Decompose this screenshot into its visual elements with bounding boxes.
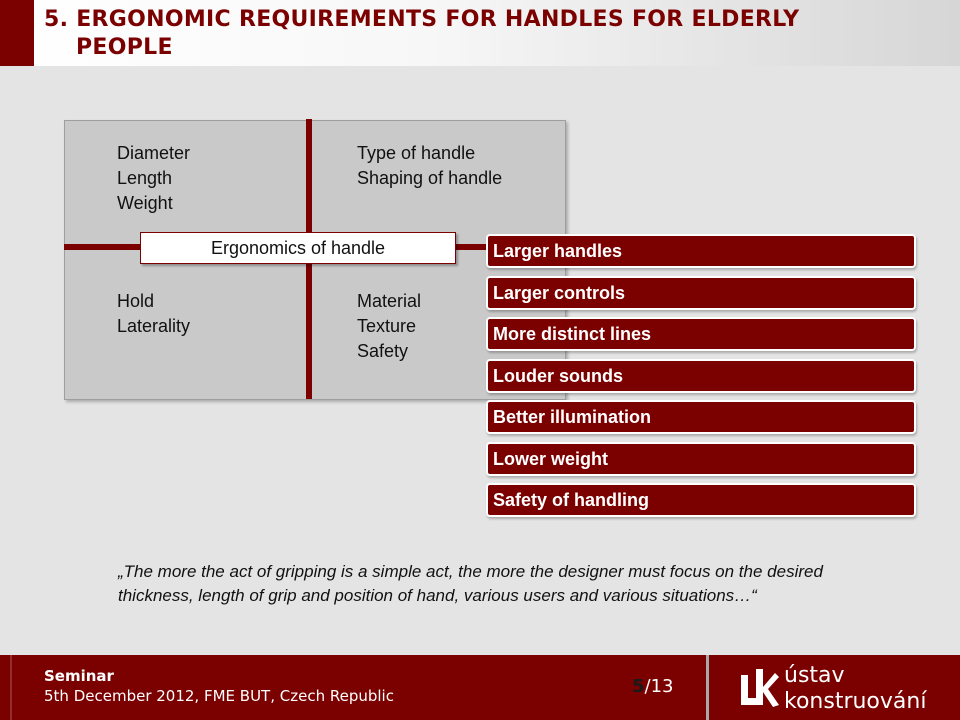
- logo-text-line1: ústav: [784, 663, 845, 688]
- quadrant-item: Diameter: [117, 143, 191, 163]
- quadrant-item: Texture: [357, 316, 417, 336]
- requirement-bar: Larger controls: [486, 276, 916, 310]
- slide-header: [0, 0, 960, 66]
- quadrant-bottom-left: [117, 289, 190, 339]
- requirement-bar: Safety of handling: [486, 483, 916, 517]
- quadrant-item: Length: [117, 168, 173, 188]
- footer-rule: [10, 655, 12, 720]
- page-current: 5: [632, 676, 645, 697]
- quadrant-bottom-right: [357, 289, 421, 364]
- footer-title: Seminar: [44, 667, 114, 685]
- institute-logo: [740, 661, 940, 717]
- page-number: [632, 676, 674, 697]
- quadrant-item: Type of handle: [357, 143, 476, 163]
- quadrant-item: Shaping of handle: [357, 168, 503, 188]
- footer-separator: [706, 655, 709, 720]
- page-total: /13: [644, 676, 674, 697]
- quadrant-item: Material: [357, 291, 422, 311]
- matrix-center-label: Ergonomics of handle: [140, 232, 456, 264]
- requirement-bar: Better illumination: [486, 400, 916, 434]
- header-accent-bar: [0, 0, 34, 66]
- quadrant-item: Weight: [117, 193, 173, 213]
- quadrant-top-right: [357, 141, 502, 191]
- quote-text: „The more the act of gripping is a simple act, the more the designer must focus on the desired thickness, length of grip and position of hand, various users and various situations…“: [118, 562, 823, 605]
- requirement-bar: More distinct lines: [486, 317, 916, 351]
- quadrant-item: Laterality: [117, 316, 191, 336]
- uk-logo-icon: [740, 667, 780, 711]
- slide-title-line2: PEOPLE: [76, 35, 173, 60]
- footer-subtitle: 5th December 2012, FME BUT, Czech Republic: [44, 687, 394, 705]
- slide-footer: [0, 655, 960, 720]
- quadrant-item: Hold: [117, 291, 155, 311]
- quadrant-item: Safety: [357, 341, 409, 361]
- slide-title: [44, 6, 924, 62]
- logo-text-line2: konstruování: [784, 689, 927, 714]
- requirement-bar: Louder sounds: [486, 359, 916, 393]
- slide-title-line1: 5. ERGONOMIC REQUIREMENTS FOR HANDLES FOR ELDERLY: [44, 7, 800, 32]
- requirement-bar: Larger handles: [486, 234, 916, 268]
- quadrant-top-left: [117, 141, 190, 216]
- requirement-bar: Lower weight: [486, 442, 916, 476]
